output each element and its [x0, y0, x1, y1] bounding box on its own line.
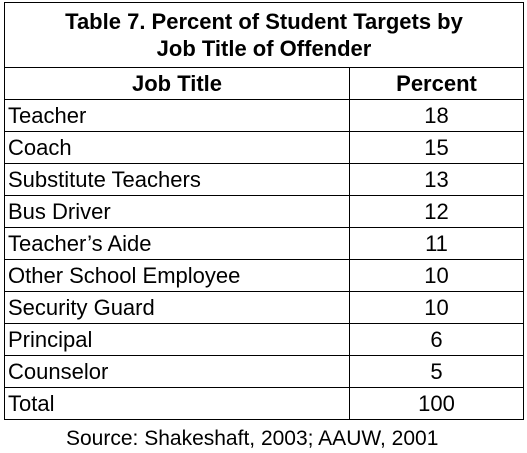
job-title-cell: Bus Driver [5, 196, 350, 228]
percent-cell: 10 [350, 292, 524, 324]
table-row [5, 324, 524, 356]
job-title-cell: Counselor [5, 356, 350, 388]
job-title-cell: Security Guard [5, 292, 350, 324]
table-title-line-2: Job Title of Offender [156, 36, 372, 61]
column-header-job-title: Job Title [5, 68, 350, 100]
table-row [5, 292, 524, 324]
job-title-cell: Teacher [5, 100, 350, 132]
table-title-line-1: Table 7. Percent of Student Targets by [65, 9, 463, 34]
job-title-cell: Substitute Teachers [5, 164, 350, 196]
table-row [5, 132, 524, 164]
job-title-cell: Coach [5, 132, 350, 164]
percent-cell: 6 [350, 324, 524, 356]
percent-cell: 5 [350, 356, 524, 388]
table-row [5, 260, 524, 292]
job-title-cell: Principal [5, 324, 350, 356]
job-title-cell: Other School Employee [5, 260, 350, 292]
table-row [5, 196, 524, 228]
percent-cell: 15 [350, 132, 524, 164]
table-row [5, 100, 524, 132]
table-row [5, 228, 524, 260]
percent-cell: 100 [350, 388, 524, 420]
table-row [5, 356, 524, 388]
percent-cell: 18 [350, 100, 524, 132]
title-row [5, 3, 524, 68]
total-row [5, 388, 524, 420]
table-title [5, 3, 524, 68]
percent-cell: 10 [350, 260, 524, 292]
percent-cell: 12 [350, 196, 524, 228]
table-row [5, 164, 524, 196]
job-title-cell: Teacher’s Aide [5, 228, 350, 260]
percent-cell: 13 [350, 164, 524, 196]
source-caption: Source: Shakeshaft, 2003; AAUW, 2001 [66, 427, 439, 450]
job-title-cell: Total [5, 388, 350, 420]
header-row [5, 68, 524, 100]
percent-cell: 11 [350, 228, 524, 260]
job-title-table [4, 2, 524, 420]
column-header-percent: Percent [350, 68, 524, 100]
